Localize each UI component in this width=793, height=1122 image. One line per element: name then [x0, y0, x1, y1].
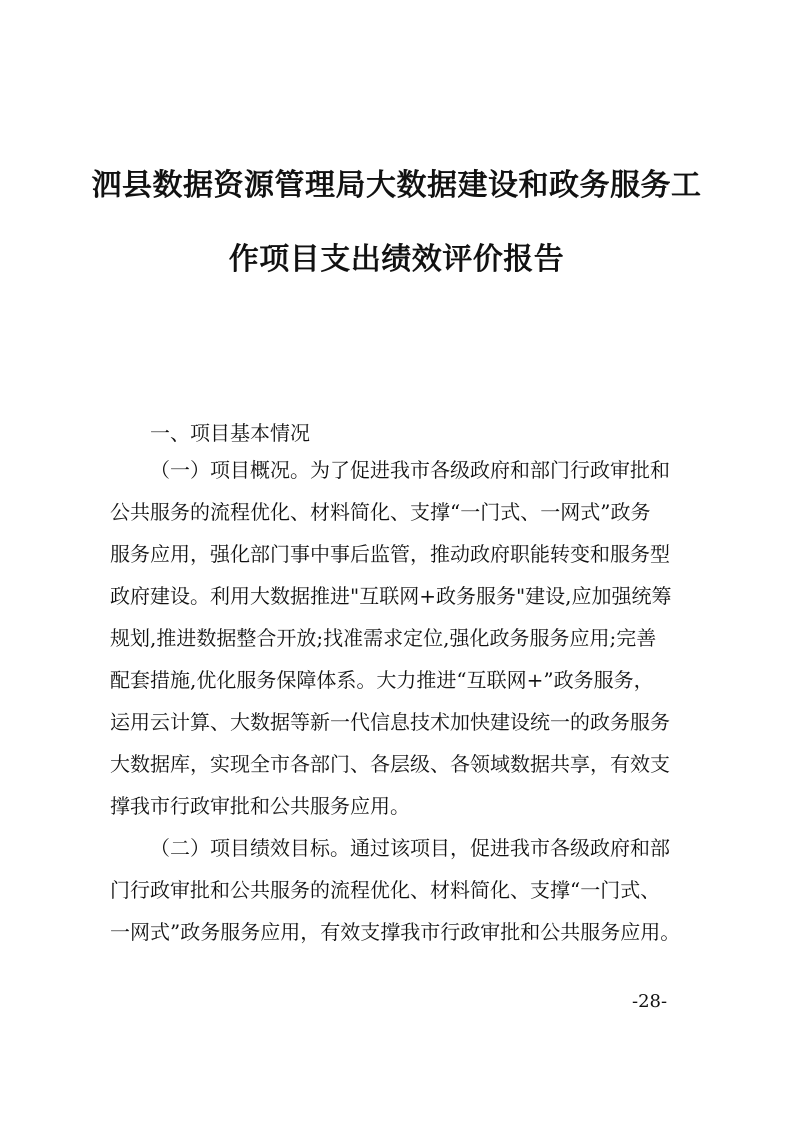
document-title-line-2: 作项目支出绩效评价报告 [228, 242, 565, 277]
paragraph-lead: （一）项目概况。 [150, 458, 310, 482]
paragraph-line: 公共服务的流程优化、材料简化、支撑“一门式、一网式”政务 [110, 500, 651, 524]
paragraph-line: 配套措施,优化服务保障体系。大力推进“互联网+”政务服务， [110, 668, 654, 692]
paragraph-text: 为了促进我市各级政府和部门行政审批和 [310, 458, 670, 482]
page-number: -28- [632, 991, 668, 1012]
paragraph-line [150, 450, 670, 490]
paragraph-line: 政府建设。利用大数据推进"互联网+政务服务"建设,应加强统筹 [110, 584, 672, 608]
paragraph-line: 一网式”政务服务应用，有效支撑我市行政审批和公共服务应用。 [110, 920, 681, 944]
paragraph-line [150, 828, 670, 868]
paragraph-text: 通过该项目，促进我市各级政府和部 [350, 836, 670, 860]
paragraph-line: 门行政审批和公共服务的流程优化、材料简化、支撑“一门式、 [110, 878, 661, 902]
paragraph-line: 大数据库，实现全市各部门、各层级、各领域数据共享，有效支 [110, 752, 670, 776]
paragraph-line: 撑我市行政审批和公共服务应用。 [110, 794, 410, 818]
paragraph-lead: （二）项目绩效目标。 [150, 836, 350, 860]
document-title-line-1: 泗县数据资源管理局大数据建设和政务服务工 [91, 168, 702, 203]
paragraph-line: 规划,推进数据整合开放;找准需求定位,强化政务服务应用;完善 [110, 626, 657, 650]
paragraph-line: 运用云计算、大数据等新一代信息技术加快建设统一的政务服务 [110, 710, 670, 734]
paragraph-line: 服务应用，强化部门事中事后监管，推动政府职能转变和服务型 [110, 542, 670, 566]
section-heading: 一、项目基本情况 [150, 421, 310, 445]
